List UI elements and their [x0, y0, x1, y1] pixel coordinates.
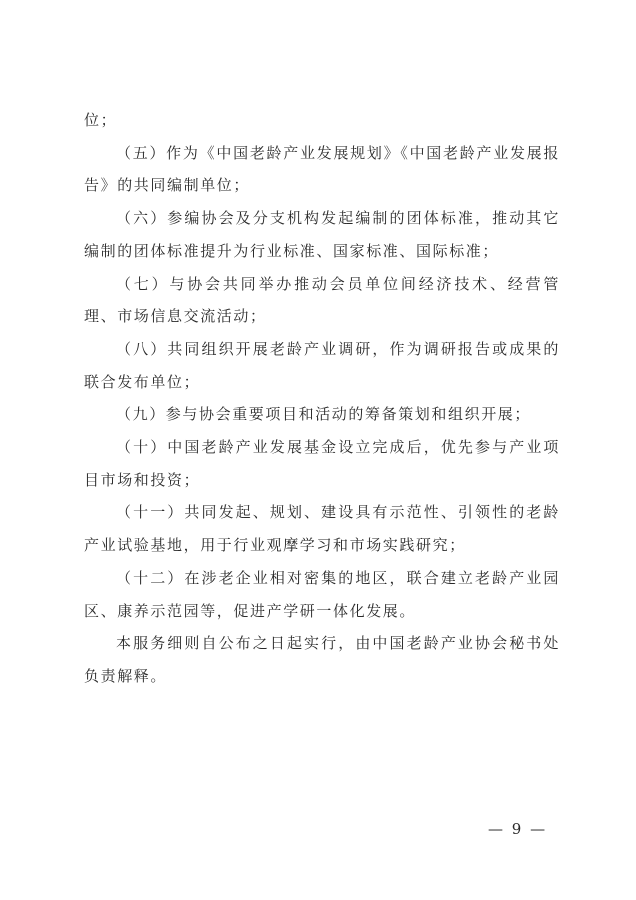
- document-body: [84, 104, 560, 693]
- paragraph-item-12: （十二）在涉老企业相对密集的地区，联合建立老龄产业园区、康养示范园等，促进产学研一体化发展。: [84, 568, 560, 620]
- paragraph-item-5: （五）作为《中国老龄产业发展规划》《中国老龄产业发展报告》的共同编制单位；: [84, 143, 560, 195]
- paragraph-item-9: （九）参与协会重要项目和活动的筹备策划和组织开展；: [116, 405, 532, 424]
- paragraph-item-6: （六）参编协会及分支机构发起编制的团体标准，推动其它编制的团体标准提升为行业标准、国家标准、国际标准；: [84, 209, 560, 260]
- paragraph-item-8: （八）共同组织开展老龄产业调研，作为调研报告或成果的联合发布单位；: [84, 339, 560, 391]
- page-number: — 9 —: [488, 820, 548, 838]
- paragraph-item-11: （十一）共同发起、规划、建设具有示范性、引领性的老龄产业试验基地，用于行业观摩学习和市场实践研究；: [84, 503, 560, 555]
- paragraph-continuation: 位；: [84, 111, 118, 129]
- paragraph-item-10: （十）中国老龄产业发展基金设立完成后，优先参与产业项目市场和投资；: [84, 438, 560, 489]
- paragraph-item-7: （七）与协会共同举办推动会员单位间经济技术、经营管理、市场信息交流活动；: [84, 274, 560, 326]
- paragraph-closing-note: 本服务细则自公布之日起实行，由中国老龄产业协会秘书处负责解释。: [84, 634, 560, 685]
